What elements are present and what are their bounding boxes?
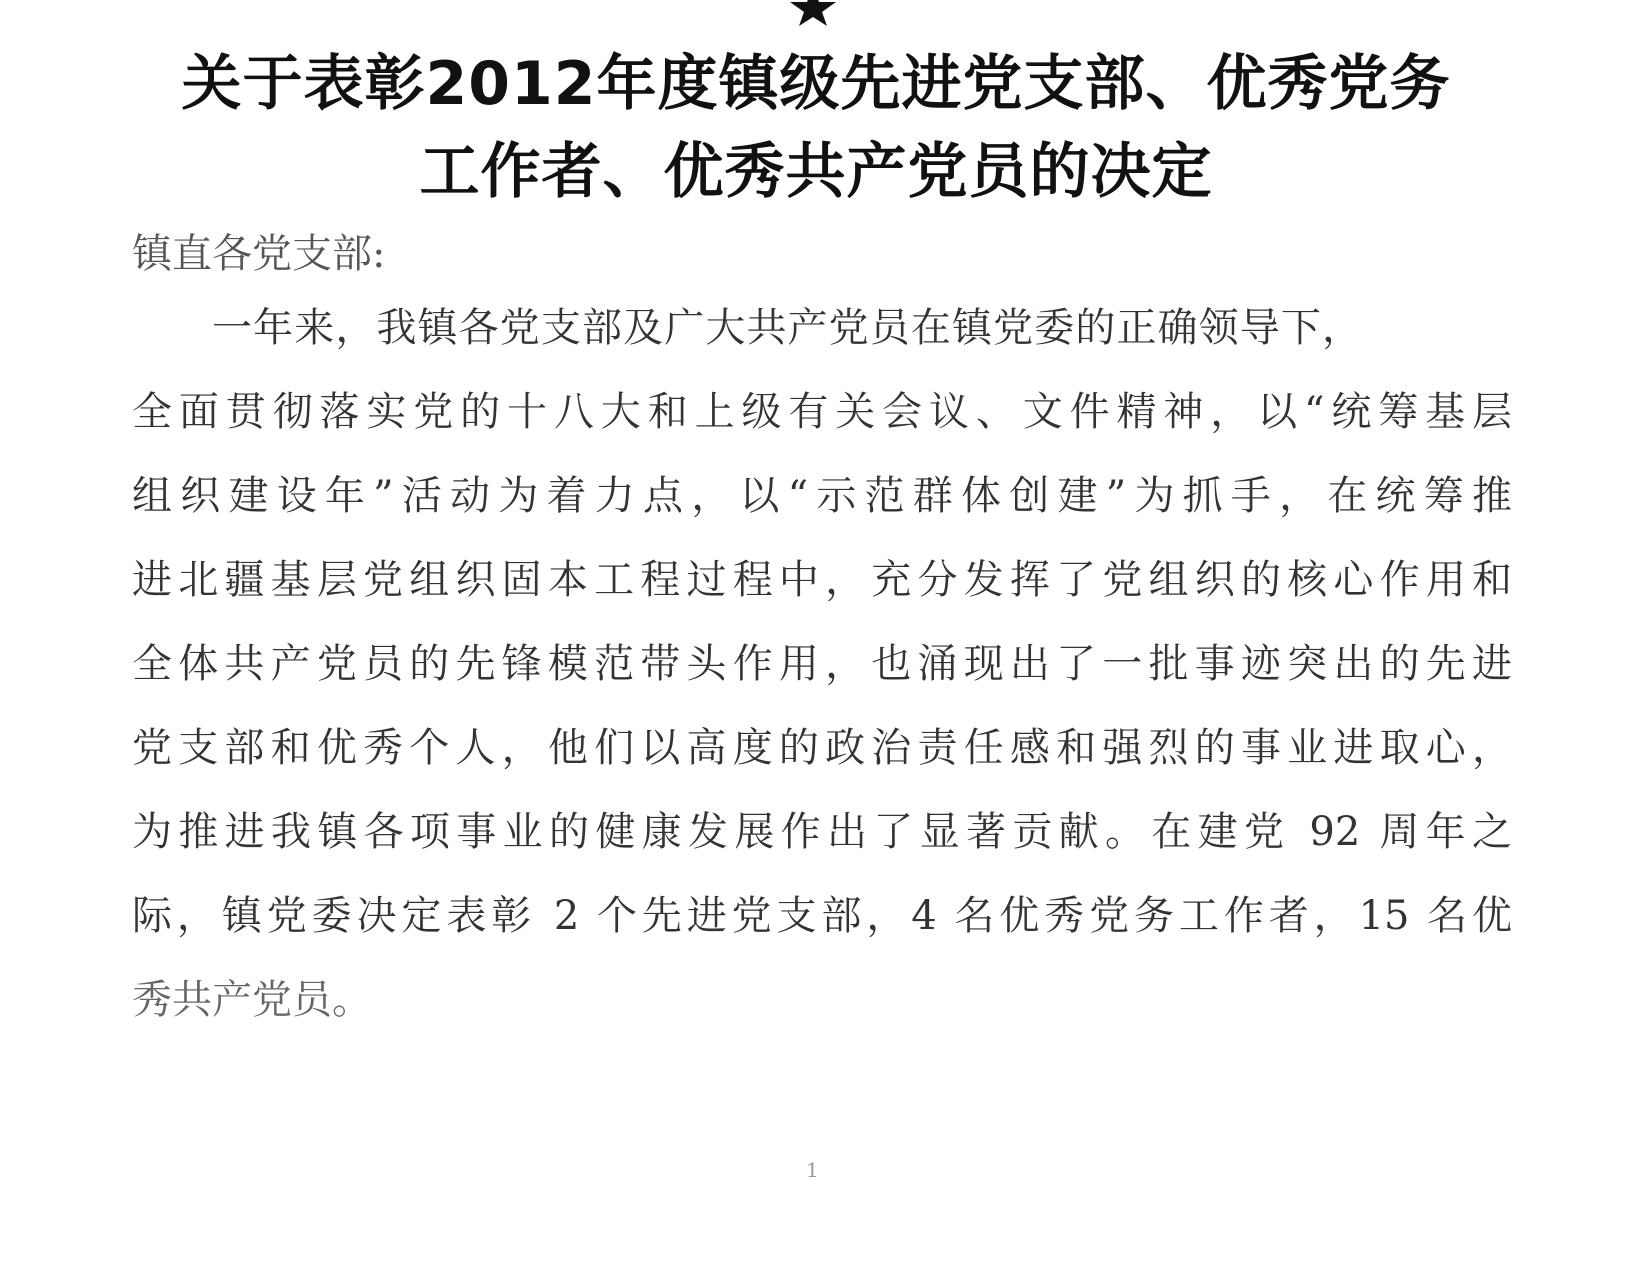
salutation: 镇直各党支部: (132, 231, 386, 277)
body-line-3: 组织建设年”活动为着力点，以“示范群体创建”为抓手，在统筹推 (132, 473, 1512, 519)
document-title-line-2: 工作者、优秀共产党员的决定 (419, 137, 1213, 207)
body-line-8: 际，镇党委决定表彰 2 个先进党支部，4 名优秀党务工作者，15 名优 (132, 893, 1512, 939)
body-line-1: 一年来，我镇各党支部及广大共产党员在镇党委的正确领导下， (212, 305, 1362, 351)
document-title-line-1: 关于表彰2012年度镇级先进党支部、优秀党务 (181, 49, 1451, 119)
page-number: 1 (806, 1158, 819, 1182)
body-line-6: 党支部和优秀个人，他们以高度的政治责任感和强烈的事业进取心， (132, 725, 1512, 771)
body-line-7: 为推进我镇各项事业的健康发展作出了显著贡献。在建党 92 周年之 (132, 809, 1512, 855)
body-line-9: 秀共产党员。 (132, 977, 372, 1023)
body-line-5: 全体共产党员的先锋模范带头作用，也涌现出了一批事迹突出的先进 (132, 641, 1512, 687)
star-icon (790, 0, 836, 26)
body-line-2: 全面贯彻落实党的十八大和上级有关会议、文件精神，以“统筹基层 (132, 389, 1512, 435)
body-line-4: 进北疆基层党组织固本工程过程中，充分发挥了党组织的核心作用和 (132, 557, 1512, 603)
